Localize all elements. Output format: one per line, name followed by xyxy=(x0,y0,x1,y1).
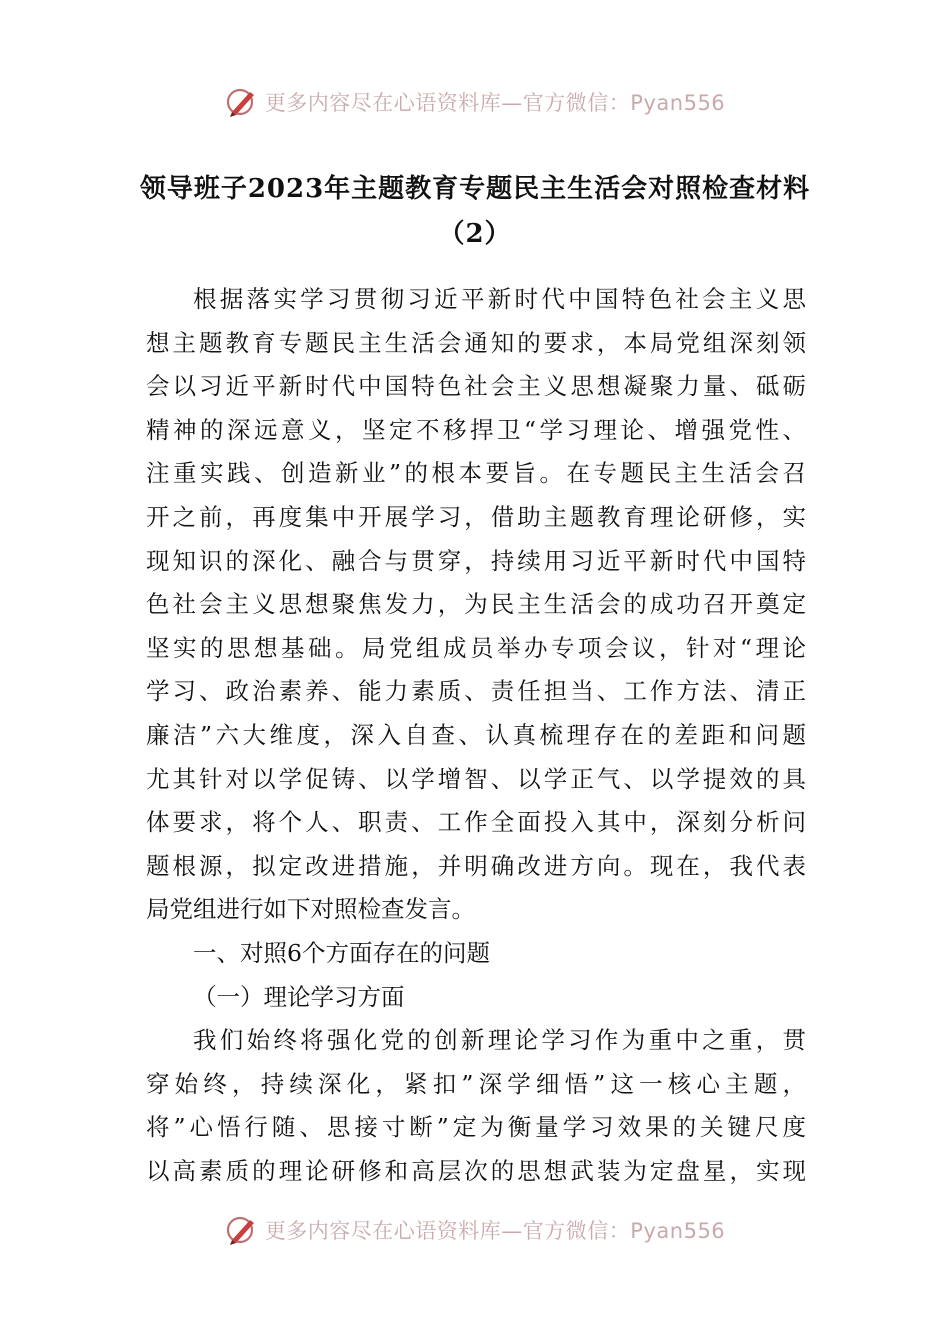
document-title-number: （2） xyxy=(438,219,512,249)
body-line: 局党组进行如下对照检查发言。 xyxy=(146,895,475,924)
body-line: 根据落实学习贯彻习近平新时代中国特色社会主义思 xyxy=(193,285,806,313)
body-line: 体要求，将个人、职责、工作全面投入其中，深刻分析问 xyxy=(146,808,806,837)
body-line: 我们始终将强化党的创新理论学习作为重中之重，贯 xyxy=(193,1026,806,1055)
watermark-text: 更多内容尽在心语资料库—官方微信：Pyan556 xyxy=(264,1219,726,1243)
document-title: 领导班子2023年主题教育专题民主生活会对照检查材料 xyxy=(139,174,811,204)
body-line: 色社会主义思想聚焦发力，为民主生活会的成功召开奠定 xyxy=(146,590,806,619)
body-line: 将”心悟行随、思接寸断”定为衡量学习效果的关键尺度 xyxy=(146,1113,806,1142)
watermark-text: 更多内容尽在心语资料库—官方微信：Pyan556 xyxy=(264,91,726,115)
body-line: 廉洁”六大维度，深入自查、认真梳理存在的差距和问题 xyxy=(146,720,806,749)
watermark-banner-top xyxy=(0,82,950,122)
body-line: 现知识的深化、融合与贯穿，持续用习近平新时代中国特 xyxy=(146,546,806,575)
watermark-banner-bottom xyxy=(0,1210,950,1250)
body-line: 注重实践、创造新业”的根本要旨。在专题民主生活会召 xyxy=(146,459,806,488)
body-line: 坚实的思想基础。局党组成员举办专项会议，针对“理论 xyxy=(146,633,806,662)
subsection-heading: （一）理论学习方面 xyxy=(193,982,405,1011)
body-line: 开之前，再度集中开展学习，借助主题教育理论研修，实 xyxy=(146,502,806,531)
body-line: 以高素质的理论研修和高层次的思想武装为定盘星，实现 xyxy=(146,1156,806,1185)
document-body xyxy=(146,278,806,1193)
pen-logo-icon xyxy=(225,85,259,119)
body-line: 学习、政治素养、能力素质、责任担当、工作方法、清正 xyxy=(146,677,806,706)
body-line: 穿始终，持续深化，紧扣”深学细悟”这一核心主题， xyxy=(146,1069,806,1098)
body-line: 会以习近平新时代中国特色社会主义思想凝聚力量、砥砺 xyxy=(146,372,806,401)
body-line: 题根源，拟定改进措施，并明确改进方向。现在，我代表 xyxy=(146,851,806,880)
section-heading: 一、对照6个方面存在的问题 xyxy=(193,938,490,967)
body-line: 精神的深远意义，坚定不移捍卫“学习理论、增强党性、 xyxy=(146,415,806,444)
body-line: 尤其针对以学促铸、以学增智、以学正气、以学提效的具 xyxy=(146,764,806,793)
body-line: 想主题教育专题民主生活会通知的要求，本局党组深刻领 xyxy=(146,328,806,357)
pen-logo-icon xyxy=(225,1213,259,1247)
